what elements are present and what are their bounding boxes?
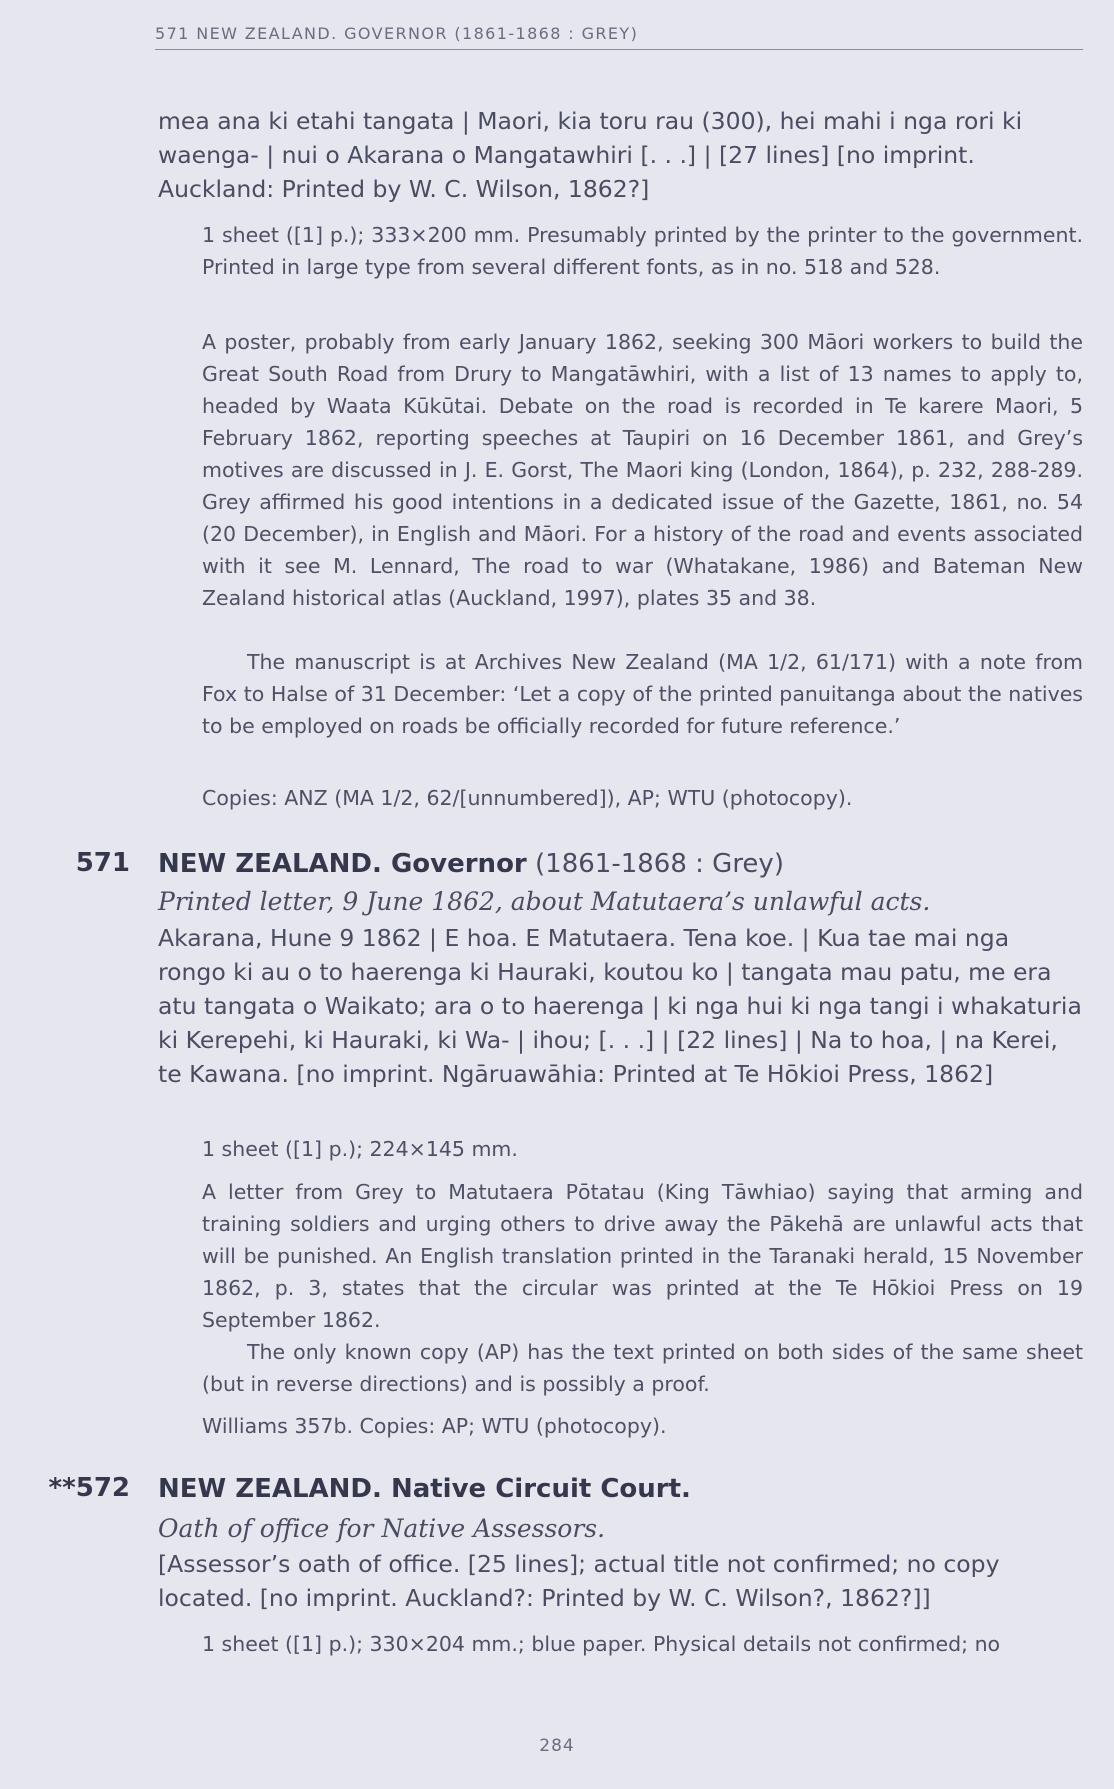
entry-571-note-2 (202, 1336, 1083, 1400)
entry-572-heading (158, 1471, 1083, 1507)
entry-571-transcription: Akarana, Hune 9 1862 | E hoa. E Matutaera. Tena koe. | Kua tae mai nga rongo ki au o to haerenga ki Hauraki, koutou ko | tangata mau patu, me era atu tangata o Waikato; ara o to haerenga | ki nga hui ki nga tangi i whakaturia ki Kerepehi, ki Hauraki, ki Wa- | ihou; [. . .] | [22 lines] | Na to hoa, | na Kerei, te Kawana. [no imprint. Ngāruawāhia: Printed at Te Hōkioi Press, 1862] (158, 924, 1082, 1088)
running-head: 571 NEW ZEALAND. GOVERNOR (1861-1868 : GREY) (155, 24, 1083, 50)
entry-571-heading-name: NEW ZEALAND. Governor (158, 849, 527, 879)
entry-571-physical: 1 sheet ([1] p.); 224×145 mm. (202, 1137, 518, 1161)
entry-571-heading (158, 846, 1083, 882)
entry-572-physical: 1 sheet ([1] p.); 330×204 mm.; blue paper. Physical details not confirmed; no (202, 1632, 1001, 1656)
entry-572-heading-name: NEW ZEALAND. Native Circuit Court. (158, 1474, 691, 1504)
entry-571-references: Williams 357b. Copies: AP; WTU (photocopy). (202, 1414, 667, 1438)
entry-571-note-1: A letter from Grey to Matutaera Pōtatau (King Tāwhiao) saying that arming and training soldiers and urging others to drive away the Pākehā are unlawful acts that will be punished. An English translation printed in the Taranaki herald, 15 November 1862, p. 3, states that the circular was printed at the Te Hōkioi Press on 19 September 1862. (202, 1180, 1083, 1332)
prev-entry-physical: 1 sheet ([1] p.); 333×200 mm. Presumably printed by the printer to the government. Printed in large type from several different fonts, as in no. 518 and 528. (202, 223, 1083, 279)
entry-572-title: Oath of office for Native Assessors. (158, 1514, 606, 1543)
entry-571-note-2-text: The only known copy (AP) has the text printed on both sides of the same sheet (but in reverse directions) and is possibly a proof. (202, 1340, 1083, 1396)
entry-572-transcription: [Assessor’s oath of office. [25 lines]; actual title not confirmed; no copy located. [no imprint. Auckland?: Printed by W. C. Wilson?, 1862?]] (158, 1550, 1000, 1612)
entry-571-number: 571 (75, 848, 130, 878)
prev-entry-note-2-text: The manuscript is at Archives New Zealand (MA 1/2, 61/171) with a note from Fox to Halse of 31 December: ‘Let a copy of the printed panuitanga about the natives to be employed on roads be officially recorded for future reference.’ (202, 650, 1083, 738)
prev-entry-note-2 (202, 646, 1083, 742)
entry-571-heading-dates: (1861-1868 : Grey) (535, 849, 784, 879)
prev-entry-copies: Copies: ANZ (MA 1/2, 62/[unnumbered]), AP; WTU (photocopy). (202, 786, 853, 810)
prev-entry-transcription: mea ana ki etahi tangata | Maori, kia toru rau (300), hei mahi i nga rori ki waenga- | nui o Akarana o Mangatawhiri [. . .] | [27 lines] [no imprint. Auckland: Printed by W. C. Wilson, 1862?] (158, 107, 1023, 203)
page-number: 284 (539, 1736, 575, 1756)
entry-571-title: Printed letter, 9 June 1862, about Matutaera’s unlawful acts. (158, 887, 931, 916)
prev-entry-note-1: A poster, probably from early January 1862, seeking 300 Māori workers to build the Great South Road from Drury to Mangatāwhiri, with a list of 13 names to apply to, headed by Waata Kūkūtai. Debate on the road is recorded in Te karere Maori, 5 February 1862, reporting speeches at Taupiri on 16 December 1861, and Grey’s motives are discussed in J. E. Gorst, The Maori king (London, 1864), p. 232, 288-289. Grey affirmed his good intentions in a dedicated issue of the Gazette, 1861, no. 54 (20 December), in English and Māori. For a history of the road and events associated with it see M. Lennard, The road to war (Whatakane, 1986) and Bateman New Zealand historical atlas (Auckland, 1997), plates 35 and 38. (202, 330, 1083, 610)
entry-572-number: **572 (48, 1473, 130, 1503)
